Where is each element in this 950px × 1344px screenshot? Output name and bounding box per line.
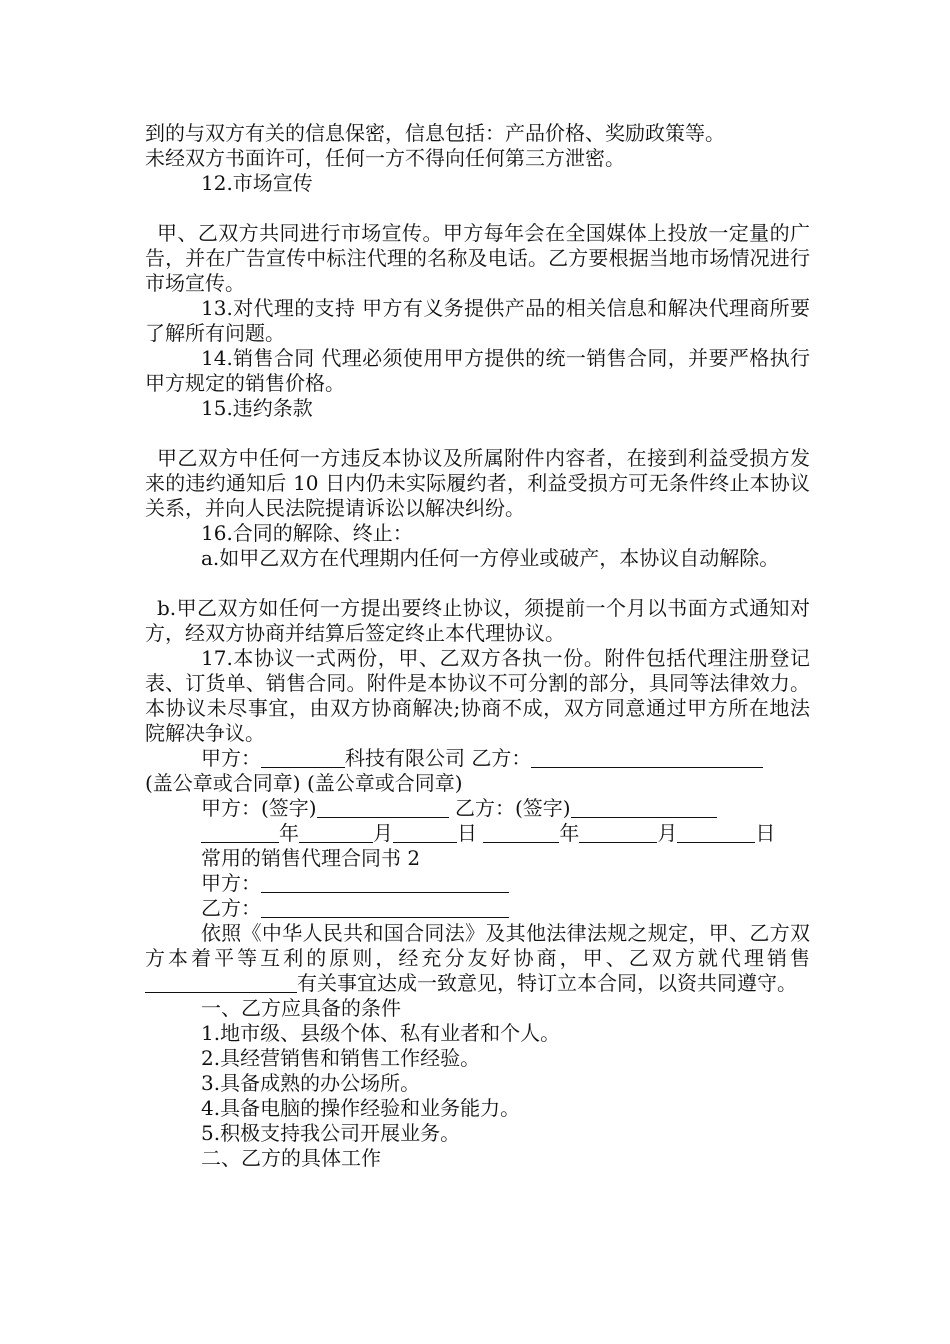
paragraph: 甲、乙双方共同进行市场宣传。甲方每年会在全国媒体上投放一定量的广告，并在广告宣传中标注代理的名称及电话。乙方要根据当地市场情况进行市场宣传。 (145, 221, 810, 295)
signature-line (145, 746, 810, 771)
blank-field (579, 822, 657, 843)
blank-field (261, 872, 509, 893)
paragraph: a.如甲乙双方在代理期内任何一方停业或破产，本协议自动解除。 (201, 546, 780, 570)
sign-a-label: 甲方： (201, 746, 261, 770)
day-label: 日 (457, 821, 477, 845)
paragraph: b.甲乙双方如任何一方提出要终止协议，须提前一个月以书面方式通知对方，经双方协商并结算后签定终止本代理协议。 (145, 596, 810, 645)
blank-field (531, 747, 763, 768)
paragraph: 14.销售合同 代理必须使用甲方提供的统一销售合同，并要严格执行甲方规定的销售价格。 (145, 346, 810, 395)
blank-field (317, 797, 449, 818)
party-line (145, 871, 810, 896)
list-item: 5.积极支持我公司开展业务。 (201, 1121, 461, 1145)
party-a-label: 甲方： (201, 871, 261, 895)
paragraph: 13.对代理的支持 甲方有义务提供产品的相关信息和解决代理商所要了解所有问题。 (145, 296, 810, 345)
list-item: 3.具备成熟的办公场所。 (201, 1071, 421, 1095)
party-b-label: 乙方： (201, 896, 261, 920)
blank-field (483, 822, 559, 843)
blank-field (261, 897, 509, 918)
section-heading: 二、乙方的具体工作 (201, 1146, 381, 1170)
paragraph: 到的与双方有关的信息保密，信息包括：产品价格、奖励政策等。 (145, 121, 725, 145)
sig-a-label: 甲方：(签字) (201, 796, 317, 820)
document-body (145, 121, 810, 1171)
intro-text: 有关事宜达成一致意见，特订立本合同，以资共同遵守。 (297, 971, 797, 995)
blank-field (299, 822, 373, 843)
blank-field (201, 822, 279, 843)
spacer (145, 421, 810, 446)
paragraph: 未经双方书面许可，任何一方不得向任何第三方泄密。 (145, 146, 625, 170)
year-label: 年 (559, 821, 580, 845)
clause-heading: 15.违约条款 (201, 396, 313, 420)
list-item: 4.具备电脑的操作经验和业务能力。 (201, 1096, 521, 1120)
paragraph: 甲乙双方中任何一方违反本协议及所属附件内容者，在接到利益受损方发来的违约通知后 10 日内仍未实际履约者，利益受损方可无条件终止本协议关系，并向人民法院提请诉讼以解决纠纷。 (145, 446, 810, 520)
sign-a-company: 科技有限公司 (345, 746, 465, 770)
clause-heading: 16.合同的解除、终止： (201, 521, 413, 545)
spacer (145, 196, 810, 221)
intro-text: 依照《中华人民共和国合同法》及其他法律法规之规定，甲、乙方双方本着平等互利的原则，经充分友好协商，甲、乙双方就代理销售 (145, 921, 810, 970)
list-item: 1.地市级、县级个体、私有业者和个人。 (201, 1021, 561, 1045)
blank-field (145, 972, 297, 993)
paragraph (145, 921, 810, 996)
spacer (145, 571, 810, 596)
year-label: 年 (279, 821, 299, 845)
day-label: 日 (755, 821, 776, 845)
blank-field (261, 747, 345, 768)
sig-b-label: 乙方：(签字) (454, 796, 571, 820)
list-item: 2.具经营销售和销售工作经验。 (201, 1046, 481, 1070)
section-heading: 一、乙方应具备的条件 (201, 996, 401, 1020)
party-line (145, 896, 810, 921)
section-title: 常用的销售代理合同书 2 (201, 846, 421, 870)
sign-b-label: 乙方： (471, 746, 532, 770)
seal-line: (盖公章或合同章) (盖公章或合同章) (145, 771, 463, 795)
signature-line (145, 796, 810, 821)
month-label: 月 (373, 821, 393, 845)
blank-field (393, 822, 457, 843)
blank-field (677, 822, 755, 843)
blank-field (571, 797, 717, 818)
month-label: 月 (657, 821, 678, 845)
paragraph: 17.本协议一式两份，甲、乙双方各执一份。附件包括代理注册登记表、订货单、销售合同。附件是本协议不可分割的部分，具同等法律效力。本协议未尽事宜，由双方协商解决;协商不成，双方同意通过甲方所在地法院解决争议。 (145, 646, 810, 745)
date-line (145, 821, 810, 846)
clause-heading: 12.市场宣传 (201, 171, 313, 195)
